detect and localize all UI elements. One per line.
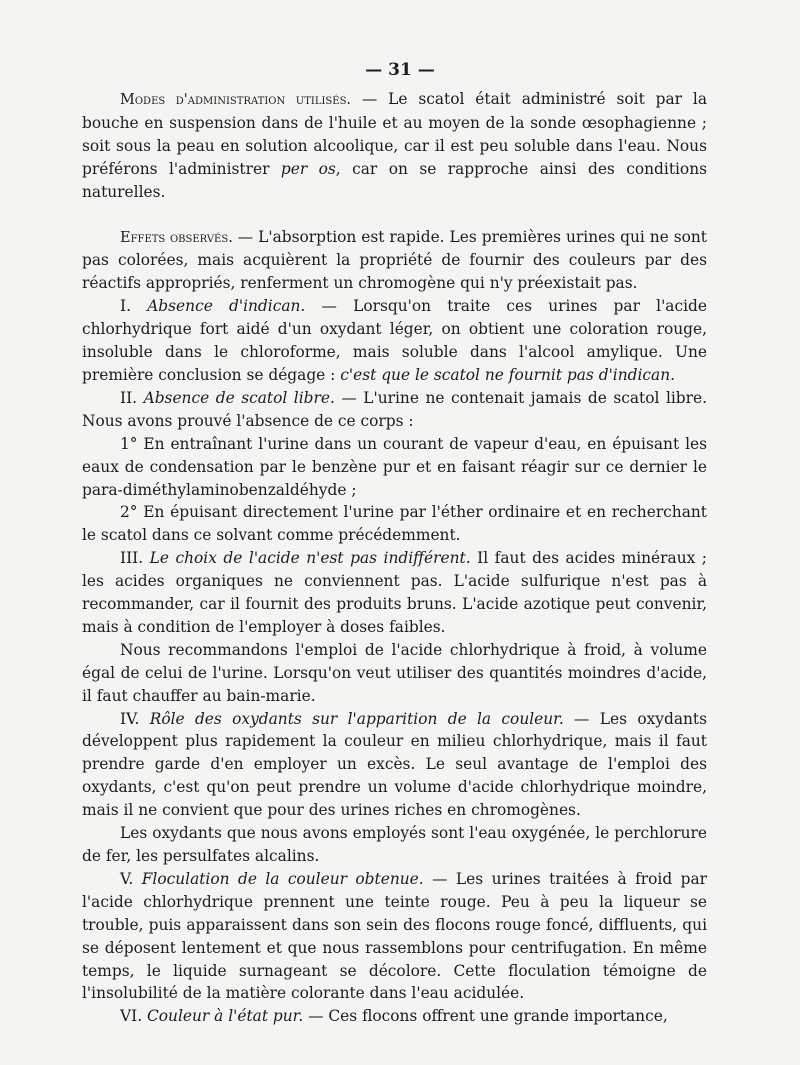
section-1-title: Absence d'indican. xyxy=(147,297,306,316)
list-item-2: 2° En épuisant directement l'urine par l'éther ordinaire et en recherchant le scatol dans ce solvant comme précédemment. xyxy=(82,503,707,545)
page-number: — 31 — xyxy=(365,60,435,80)
heading-effets: Effets observés. xyxy=(120,229,233,246)
section-3-title: Le choix de l'acide n'est pas indifférent. xyxy=(149,549,471,568)
paragraph-section-4: IV. Rôle des oxydants sur l'apparition de la couleur. — Les oxydants développent plus rapidement la couleur en milieu chlorhydrique, mais il faut prendre garde d'en employer un excès. Le seul avantage de l'emploi des oxydants, c'est qu'on peut prendre un volume d'acide chlorhydrique moindre, mais il ne convient que pour des urines riches en chromogènes. xyxy=(82,709,707,820)
heading-modes: Modes d'administration utilisés. xyxy=(120,92,352,108)
paragraph-section-2: II. Absence de scatol libre. — L'urine ne contenait jamais de scatol libre. Nous avons prouvé l'absence de ce corps : xyxy=(82,388,707,430)
paragraph-section-3-b: Nous recommandons l'emploi de l'acide chlorhydrique à froid, à volume égal de celui de l'urine. Lorsqu'on veut utiliser des quantités moindres d'acide, il faut chauffer au bain-marie. xyxy=(82,640,707,705)
paragraph-effets: Effets observés. — L'absorption est rapide. Les premières urines qui ne sont pas colorées, mais acquièrent la propriété de fournir des couleurs par des réactifs appropriés, renferment un chromogène qui n'y préexistait pas. xyxy=(82,227,707,293)
paragraph-section-6: VI. Couleur à l'état pur. — Ces flocons offrent une grande importance, xyxy=(120,1007,668,1026)
section-5-title: Floculation de la couleur obtenue. xyxy=(141,869,424,888)
list-item-1: 1° En entraînant l'urine dans un courant de vapeur d'eau, en épuisant les eaux de condensation par le benzène pur et en faisant réagir sur ce dernier le para-diméthylaminobenzaldéhyde ; xyxy=(82,434,707,499)
paragraph-section-5: V. Floculation de la couleur obtenue. — Les urines traitées à froid par l'acide chlorhydrique prennent une teinte rouge. Peu à peu la liqueur se trouble, puis apparaissent dans son sein des flocons rouge foncé, diffluents, qui se déposent lentement et que nous rassemblons pour centrifugation. En même temps, le liquide surnageant se décolore. Cette floculation témoigne de l'insolubilité de la matière colorante dans l'eau acidulée. xyxy=(82,869,707,1003)
section-6-title: Couleur à l'état pur. xyxy=(146,1007,304,1026)
paragraph-modes: Modes d'administration utilisés. — Le scatol était administré soit par la bouche en suspension dans de l'huile et au moyen de la sonde œsophagienne ; soit sous la peau en solution alcoolique, car il est peu soluble dans l'eau. Nous préférons l'administrer per os, car on se rapproche ainsi des conditions naturelles. xyxy=(82,90,708,201)
paragraph-section-1: I. Absence d'indican. — Lorsqu'on traite ces urines par l'acide chlorhydrique fort aidé d'un oxydant léger, on obtient une coloration rouge, insoluble dans le chloroforme, mais soluble dans l'alcool amylique. Une première conclusion se dégage : c'est que le scatol ne fournit pas d'indican. xyxy=(82,297,707,384)
section-4-title: Rôle des oxydants sur l'apparition de la couleur. xyxy=(149,709,564,728)
body-text xyxy=(82,88,707,1028)
paragraph-section-3: III. Le choix de l'acide n'est pas indifférent. Il faut des acides minéraux ; les acides organiques ne conviennent pas. L'acide sulfurique n'est pas à recommander, car il fournit des produits bruns. L'acide azotique peut convenir, mais à condition de l'employer à doses faibles. xyxy=(82,549,707,636)
paragraph-section-4-b: Les oxydants que nous avons employés sont l'eau oxygénée, le perchlorure de fer, les persulfates alcalins. xyxy=(82,824,707,865)
section-2-title: Absence de scatol libre. xyxy=(143,388,335,407)
